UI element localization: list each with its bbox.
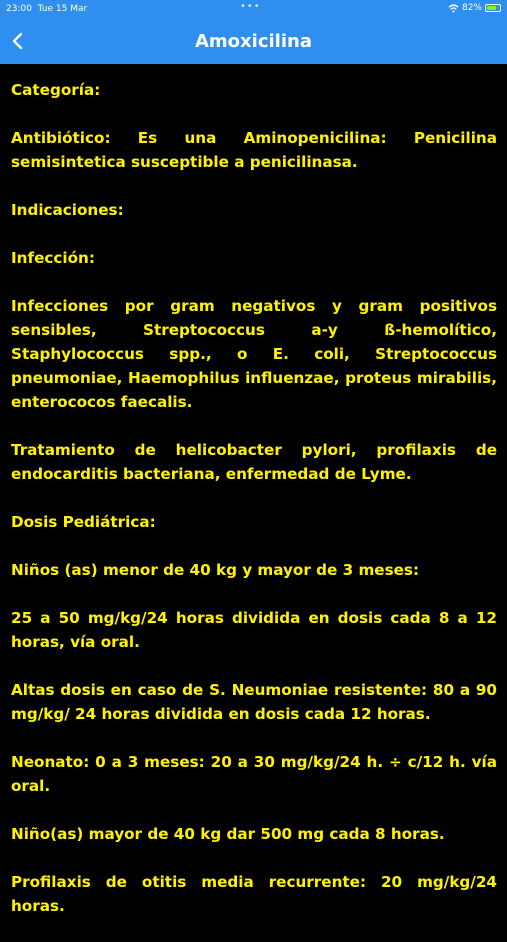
content-paragraph: Profilaxis de otitis media recurrente: 20 mg/kg/24 horas. xyxy=(11,873,497,915)
status-right xyxy=(448,3,501,13)
drug-info-content[interactable] xyxy=(11,78,497,942)
battery-icon xyxy=(485,4,501,12)
content-paragraph: Niños (as) menor de 40 kg y mayor de 3 meses: xyxy=(11,561,420,579)
battery-fill xyxy=(487,6,496,10)
date-text: Tue 15 Mar xyxy=(37,4,88,14)
content-paragraph: Infecciones por gram negativos y gram positivos sensibles, Streptococcus a-y ß-hemolítico, Staphylococcus spp., o E. coli, Streptococcus pneumoniae, Haemophilus influenzae, proteus mirabilis, enterococos faecalis. xyxy=(11,297,497,411)
content-paragraph: Categoría: xyxy=(11,81,101,99)
content-paragraph: Dosis Pediátrica: xyxy=(11,513,156,531)
status-time xyxy=(6,4,87,14)
content-paragraph: Tratamiento de helicobacter pylori, profilaxis de endocarditis bacteriana, enfermedad de Lyme. xyxy=(11,441,497,483)
content-paragraph: Neonato: 0 a 3 meses: 20 a 30 mg/kg/24 h. ÷ c/12 h. vía oral. xyxy=(11,753,497,795)
content-paragraph: Antibiótico: Es una Aminopenicilina: Penicilina semisintetica susceptible a penicilinasa. xyxy=(11,129,497,171)
navigation-bar xyxy=(0,20,507,64)
content-paragraph: Indicaciones: xyxy=(11,201,124,219)
content-paragraph: Altas dosis en caso de S. Neumoniae resistente: 80 a 90 mg/kg/ 24 horas dividida en dosis cada 12 horas. xyxy=(11,681,497,723)
wifi-icon xyxy=(448,4,459,13)
content-paragraph: Infección: xyxy=(11,249,95,267)
multitasking-dots-icon[interactable]: ••• xyxy=(240,1,261,12)
content-paragraph: Niño(as) mayor de 40 kg dar 500 mg cada 8 horas. xyxy=(11,825,445,843)
status-bar xyxy=(0,0,507,20)
time-text: 23:00 xyxy=(6,4,32,14)
page-title: Amoxicilina xyxy=(195,31,312,52)
content-paragraph: 25 a 50 mg/kg/24 horas dividida en dosis cada 8 a 12 horas, vía oral. xyxy=(11,609,497,651)
battery-percent: 82% xyxy=(461,3,482,13)
